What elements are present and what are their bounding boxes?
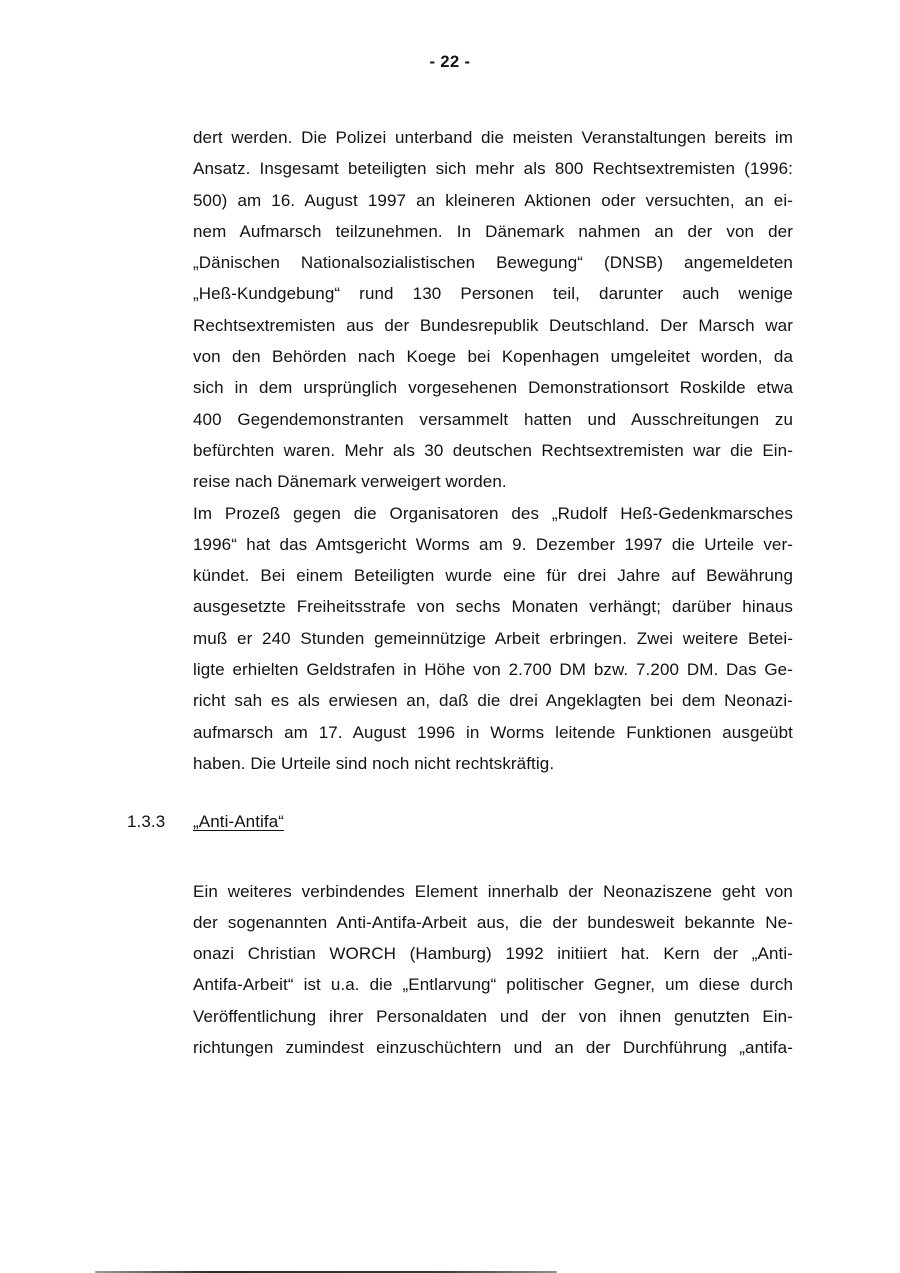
- text-line: sich in dem ursprünglich vorgesehenen Demonstrationsort Roskilde etwa: [193, 378, 793, 398]
- text-line: „Heß-Kundgebung“ rund 130 Personen teil, darunter auch wenige: [193, 284, 793, 304]
- text-line: onazi Christian WORCH (Hamburg) 1992 initiiert hat. Kern der „Anti-: [193, 944, 793, 964]
- text-line: der sogenannten Anti-Antifa-Arbeit aus, die der bundesweit bekannte Ne-: [193, 912, 793, 932]
- body-paragraph-2: [193, 498, 793, 780]
- text-line: dert werden. Die Polizei unterband die meisten Veranstaltungen bereits im: [193, 128, 793, 147]
- text-line: 1996“ hat das Amtsgericht Worms am 9. Dezember 1997 die Urteile ver-: [193, 534, 793, 554]
- section-number: 1.3.3: [127, 812, 166, 832]
- text-line: ligte erhielten Geldstrafen in Höhe von 2.700 DM bzw. 7.200 DM. Das Ge-: [193, 660, 793, 680]
- text-line: richtungen zumindest einzuschüchtern und an der Durchführung „antifa-: [193, 1038, 793, 1058]
- text-line: aufmarsch am 17. August 1996 in Worms leitende Funktionen ausgeübt: [193, 722, 793, 742]
- section-title: „Anti-Antifa“: [193, 812, 285, 832]
- text-line: 500) am 16. August 1997 an kleineren Aktionen oder versuchten, an ei-: [193, 190, 793, 210]
- section-heading: [127, 806, 793, 837]
- page-number: - 22 -: [429, 53, 471, 71]
- text-line: richt sah es als erwiesen an, daß die drei Angeklagten bei dem Neonazi-: [193, 691, 793, 711]
- text-line: Rechtsextremisten aus der Bundesrepublik Deutschland. Der Marsch war: [193, 315, 793, 335]
- body-paragraph-1: [193, 122, 793, 498]
- text-line: Ein weiteres verbindendes Element innerhalb der Neonaziszene geht von: [193, 881, 793, 901]
- text-line: „Dänischen Nationalsozialistischen Bewegung“ (DNSB) angemeldeten: [193, 253, 793, 273]
- text-line: ausgesetzte Freiheitsstrafe von sechs Monaten verhängt; darüber hinaus: [193, 597, 793, 617]
- text-line: Im Prozeß gegen die Organisatoren des „Rudolf Heß-Gedenkmarsches: [193, 503, 793, 523]
- text-line: muß er 240 Stunden gemeinnützige Arbeit erbringen. Zwei weitere Betei-: [193, 628, 793, 648]
- text-line: reise nach Dänemark verweigert worden.: [193, 472, 507, 492]
- body-paragraph-3: [193, 876, 793, 1064]
- text-line: Veröffentlichung ihrer Personaldaten und der von ihnen genutzten Ein-: [193, 1006, 793, 1026]
- text-line: kündet. Bei einem Beteiligten wurde eine für drei Jahre auf Bewährung: [193, 566, 793, 586]
- text-line: nem Aufmarsch teilzunehmen. In Dänemark nahmen an der von der: [193, 221, 793, 241]
- text-line: Ansatz. Insgesamt beteiligten sich mehr als 800 Rechtsextremisten (1996:: [193, 159, 793, 179]
- text-line: Antifa-Arbeit“ ist u.a. die „Entlarvung“ politischer Gegner, um diese durch: [193, 975, 793, 995]
- text-block: [127, 122, 793, 1063]
- text-line: haben. Die Urteile sind noch nicht rechtskräftig.: [193, 753, 555, 773]
- text-line: von den Behörden nach Koege bei Kopenhagen umgeleitet worden, da: [193, 347, 793, 367]
- text-line: befürchten waren. Mehr als 30 deutschen Rechtsextremisten war die Ein-: [193, 440, 793, 460]
- text-line: 400 Gegendemonstranten versammelt hatten und Ausschreitungen zu: [193, 409, 793, 429]
